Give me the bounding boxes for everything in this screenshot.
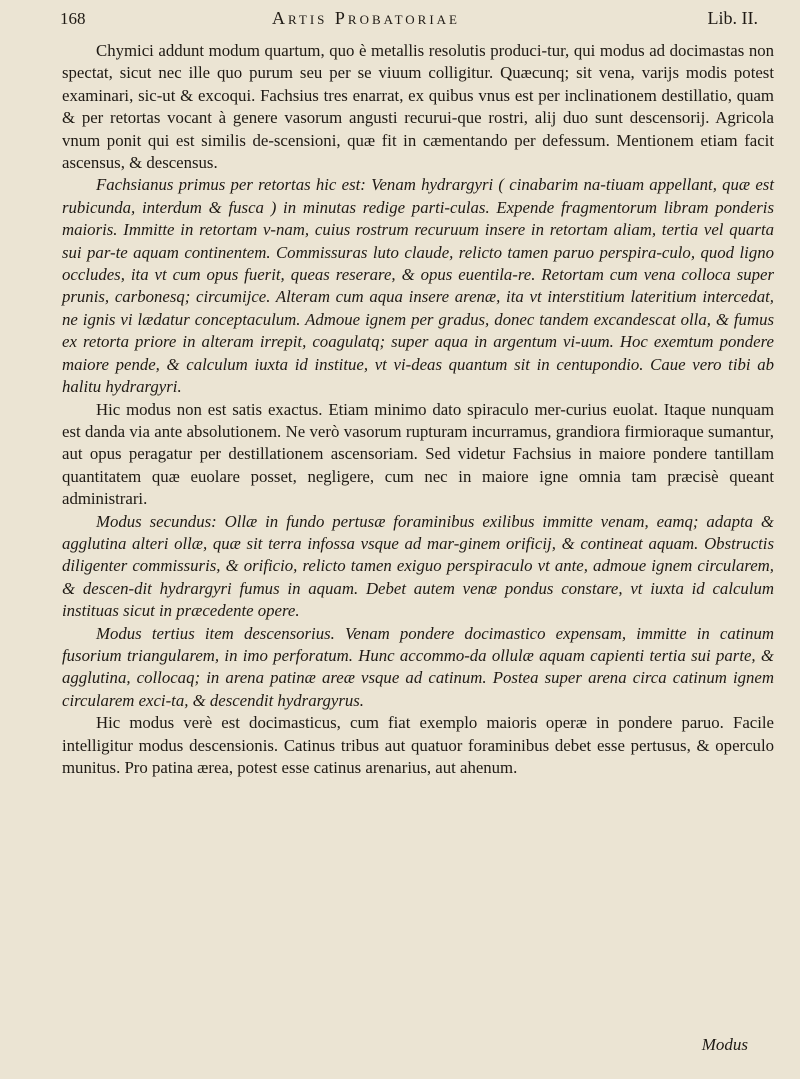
paragraph-commentary: Hic modus non est satis exactus. Etiam minimo dato spiraculo mer-curius euolat. Itaque nunquam est danda via ante absolutionem. Ne verò vasorum rupturam incurramus, grandiora firmioraque sumantur, aut opus peragatur per destillationem ascensoriam. Sed videtur Fachsius in maiore pondere tantillam quantitatem quæ euolare posset, negligere, cum nec in maiore igne omnia tam præcisè queant administrari. xyxy=(62,399,774,509)
page-body xyxy=(62,40,774,779)
running-title: Artis Probatoriae xyxy=(272,8,461,28)
paragraph-conclusion: Hic modus verè est docimasticus, cum fiat exemplo maioris operæ in pondere paruo. Facile intelligitur modus descensionis. Catinus tribus aut quatuor foraminibus debet esse pertusus, & operculo munitus. Pro patina ærea, potest esse catinus arenarius, aut ahenum. xyxy=(62,713,774,777)
paragraph-fachsius-method: Fachsianus primus per retortas hic est: Venam hydrargyri ( cinabarim na-tiuam appellant, quæ est rubicunda, interdum & fusca ) in minutas redige parti-culas. Expende fragmentorum libram ponderis maioris. Immitte in retortam v-nam, cuius rostrum recuruum insere in retortam aliam, tertia vel quarta sui par-te aquam continentem. Commissuras luto claude, relicto tamen paruo perspira-culo, quod ligno occludes, ita vt cum opus fuerit, queas reserare, & opus euentila-re. Retortam cum vena colloca super prunis, carbonesq; circumijce. Alteram cum aqua insere arenæ, ita vt interstitium lateritium intercedat, ne ignis vi lædatur conceptaculum. Admoue ignem per gradus, donec tandem excandescat olla, & fumus ex retorta priore in alteram irrepit, coagulatq; super aqua in argentum vi-uum. Hoc exemtum pondere maiore pende, & calculum iuxta id institue, vt vi-deas quantum sit in centupondio. Caue vero tibi ab halitu hydrargyri. xyxy=(62,175,774,397)
page-number: 168 xyxy=(60,9,86,28)
page-header xyxy=(60,8,758,34)
paragraph-modus-secundus: Modus secundus: Ollæ in fundo pertusæ foraminibus exilibus immitte venam, eamq; adapta & agglutina alteri ollæ, quæ sit terra infossa vsque ad mar-ginem orificij, & contineat aquam. Obstructis diligenter commissuris, & orificio, relicto tamen exiguo perspiraculo vt ante, admoue ignem circularem, & descen-dit hydrargyri fumus in aquam. Debet autem venæ pondus constare, vt iuxta id calculum instituas sicut in præcedente opere. xyxy=(62,511,774,621)
book-number: Lib. II. xyxy=(707,8,758,28)
paragraph-intro: Chymici addunt modum quartum, quo è metallis resolutis produci-tur, qui modus ad docimastas non spectat, sicut nec ille quo purum seu per se viuum colligitur. Quæcunq; sit vena, varijs modis potest examinari, sic-ut & excoqui. Fachsius tres enarrat, ex quibus vnus est per inclinationem destillatio, quam & per retortas vocant à genere vasorum angusti recurui-que rostri, alij duo sunt descensorij. Agricola vnum ponit qui est similis de-scensioni, quæ fit in cæmentando per defessum. Mentionem etiam facit ascensus, & descensus. xyxy=(62,41,774,173)
paragraph-modus-tertius: Modus tertius item descensorius. Venam pondere docimastico expensam, immitte in catinum fusorium triangularem, in imo perforatum. Hunc accommo-da ollulæ aquam capienti tertia sui parte, & agglutina, collocaq; in arena patinæ areæ vsque ad catinum. Postea super arena circa catinum ignem circularem exci-ta, & descendit hydrargyrus. xyxy=(62,623,774,710)
catchword: Modus xyxy=(701,1035,748,1054)
